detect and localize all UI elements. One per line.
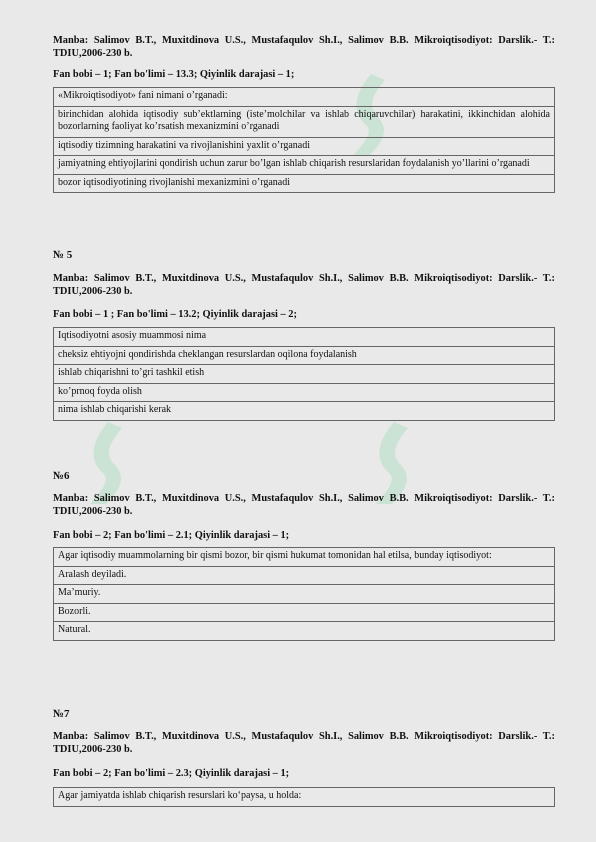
answer-option: bozor iqtisodiyotining rivojlanishi mexanizmini o’rganadi <box>54 174 555 193</box>
question-meta-block <box>53 767 555 780</box>
question-block-7 <box>53 708 555 721</box>
question-text: «Mikroiqtisodiyot» fani nimani o’rganadi: <box>54 88 555 107</box>
question-number: №7 <box>53 708 70 720</box>
question-meta: Fan bobi – 1; Fan bo'limi – 13.3; Qiyinlik darajasi – 1; <box>53 69 295 80</box>
question-table-wrap <box>53 327 555 421</box>
question-table <box>53 787 555 807</box>
question-text: Iqtisodiyotni asosiy muammosi nima <box>54 328 555 347</box>
answer-option: birinchidan alohida iqtisodiy sub’ektlarning (iste’molchilar va ishlab chiqaruvchilar) harakatini, ikkinchidan alohida bozorlarning faoliyat ko’rsatish mexanizmini o’rganadi <box>54 106 555 137</box>
source-citation: Manba: Salimov B.T., Muxitdinova U.S., Mustafaqulov Sh.I., Salimov B.B. Mikroiqtisodiyot: Darslik.- T.: TDIU,2006-230 b. <box>53 493 555 517</box>
answer-option: Aralash deyiladi. <box>54 566 555 585</box>
answer-option: Ma’muriy. <box>54 585 555 604</box>
answer-option: iqtisodiy tizimning harakatini va rivojlanishini yaxlit o’rganadi <box>54 137 555 156</box>
question-block-4 <box>53 34 555 60</box>
answer-option: cheksiz ehtiyojni qondirishda cheklangan resurslardan oqilona foydalanish <box>54 346 555 365</box>
source-citation: Manba: Salimov B.T., Muxitdinova U.S., Mustafaqulov Sh.I., Salimov B.B. Mikroiqtisodiyot: Darslik.- T.: TDIU,2006-230 b. <box>53 35 555 59</box>
question-meta: Fan bobi – 2; Fan bo'limi – 2.1; Qiyinlik darajasi – 1; <box>53 530 290 541</box>
question-block-6 <box>53 470 555 483</box>
source-block <box>53 492 555 518</box>
answer-option: Bozorli. <box>54 603 555 622</box>
source-block <box>53 272 555 298</box>
question-table-wrap <box>53 787 555 807</box>
question-number: № 5 <box>53 249 73 261</box>
source-block <box>53 730 555 756</box>
question-meta: Fan bobi – 2; Fan bo'limi – 2.3; Qiyinlik darajasi – 1; <box>53 768 290 779</box>
question-meta-block <box>53 308 555 321</box>
question-block-5 <box>53 249 555 262</box>
source-citation: Manba: Salimov B.T., Muxitdinova U.S., Mustafaqulov Sh.I., Salimov B.B. Mikroiqtisodiyot: Darslik.- T.: TDIU,2006-230 b. <box>53 731 555 755</box>
question-table-wrap <box>53 547 555 641</box>
question-table <box>53 547 555 641</box>
answer-option: Natural. <box>54 622 555 641</box>
question-text: Agar iqtisodiy muammolarning bir qismi bozor, bir qismi hukumat tomonidan hal etilsa, bunday iqtisodiyot: <box>54 548 555 567</box>
question-table <box>53 87 555 193</box>
answer-option: jamiyatning ehtiyojlarini qondirish uchun zarur bo’lgan ishlab chiqarish resurslaridan foydalanish yo’llarini o’rganadi <box>54 156 555 175</box>
question-number: №6 <box>53 470 70 482</box>
answer-option: nima ishlab chiqarishi kerak <box>54 402 555 421</box>
question-table-wrap <box>53 87 555 193</box>
source-citation: Manba: Salimov B.T., Muxitdinova U.S., Mustafaqulov Sh.I., Salimov B.B. Mikroiqtisodiyot: Darslik.- T.: TDIU,2006-230 b. <box>53 273 555 297</box>
question-text: Agar jamiyatda ishlab chiqarish resurslari ko‘paysa, u holda: <box>54 788 555 807</box>
answer-option: ishlab chiqarishni to’gri tashkil etish <box>54 365 555 384</box>
question-meta-block <box>53 68 555 81</box>
question-meta-block <box>53 529 555 542</box>
question-table <box>53 327 555 421</box>
answer-option: ko’prnoq foyda olish <box>54 383 555 402</box>
question-meta: Fan bobi – 1 ; Fan bo'limi – 13.2; Qiyinlik darajasi – 2; <box>53 309 297 320</box>
